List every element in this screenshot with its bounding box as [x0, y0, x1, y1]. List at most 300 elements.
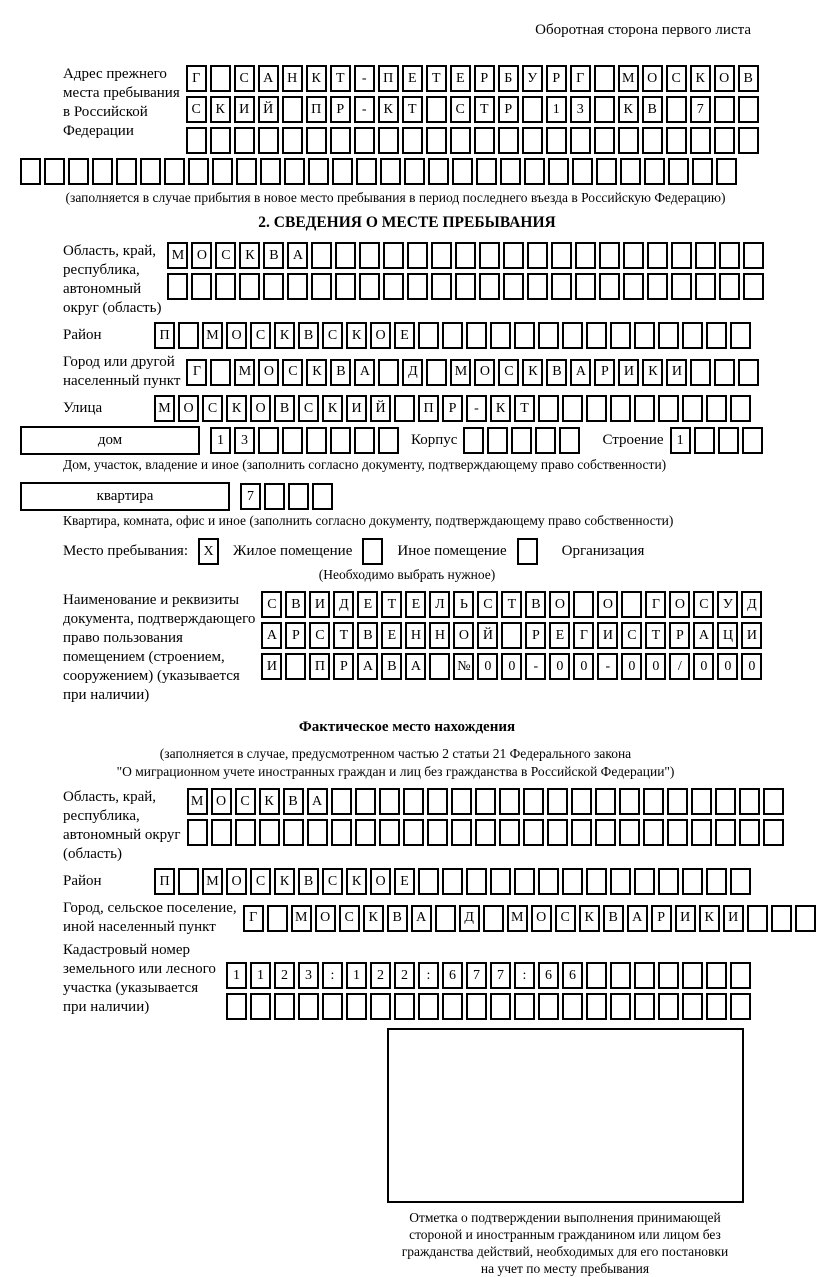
char-cell[interactable]: Р — [594, 359, 615, 386]
char-cell[interactable] — [426, 359, 447, 386]
char-cell[interactable]: К — [274, 868, 295, 895]
char-cell[interactable]: 0 — [501, 653, 522, 680]
char-cell[interactable]: В — [298, 322, 319, 349]
char-cell[interactable] — [442, 868, 463, 895]
char-cell[interactable] — [610, 395, 631, 422]
char-cell[interactable]: О — [258, 359, 279, 386]
char-cell[interactable] — [322, 993, 343, 1020]
char-cell[interactable] — [621, 591, 642, 618]
char-cell[interactable] — [234, 127, 255, 154]
char-cell[interactable] — [634, 868, 655, 895]
char-cell[interactable]: У — [522, 65, 543, 92]
char-cell[interactable] — [730, 993, 751, 1020]
char-cell[interactable]: 1 — [210, 427, 231, 454]
char-cell[interactable]: А — [570, 359, 591, 386]
char-cell[interactable] — [259, 819, 280, 846]
char-cell[interactable] — [572, 158, 593, 185]
char-cell[interactable]: 6 — [442, 962, 463, 989]
char-cell[interactable]: К — [699, 905, 720, 932]
char-cell[interactable] — [312, 483, 333, 510]
char-cell[interactable]: О — [597, 591, 618, 618]
char-cell[interactable]: В — [642, 96, 663, 123]
char-cell[interactable]: 3 — [234, 427, 255, 454]
char-cell[interactable]: 0 — [693, 653, 714, 680]
char-cell[interactable]: А — [287, 242, 308, 269]
char-cell[interactable] — [283, 819, 304, 846]
char-cell[interactable]: Д — [402, 359, 423, 386]
char-cell[interactable]: О — [211, 788, 232, 815]
char-cell[interactable] — [191, 273, 212, 300]
char-cell[interactable] — [431, 273, 452, 300]
char-cell[interactable] — [527, 242, 548, 269]
char-cell[interactable] — [212, 158, 233, 185]
char-cell[interactable] — [404, 158, 425, 185]
char-cell[interactable] — [428, 158, 449, 185]
char-cell[interactable]: С — [202, 395, 223, 422]
char-cell[interactable]: 0 — [645, 653, 666, 680]
char-cell[interactable]: 2 — [274, 962, 295, 989]
char-cell[interactable] — [771, 905, 792, 932]
char-cell[interactable]: 6 — [562, 962, 583, 989]
char-cell[interactable] — [442, 993, 463, 1020]
char-cell[interactable]: Р — [498, 96, 519, 123]
char-cell[interactable] — [551, 273, 572, 300]
char-cell[interactable]: И — [346, 395, 367, 422]
char-cell[interactable] — [610, 993, 631, 1020]
char-cell[interactable] — [258, 127, 279, 154]
char-cell[interactable]: № — [453, 653, 474, 680]
char-cell[interactable]: О — [669, 591, 690, 618]
char-cell[interactable]: 2 — [370, 962, 391, 989]
char-cell[interactable]: Т — [402, 96, 423, 123]
char-cell[interactable] — [634, 993, 655, 1020]
char-cell[interactable] — [562, 993, 583, 1020]
char-cell[interactable]: О — [474, 359, 495, 386]
char-cell[interactable]: С — [235, 788, 256, 815]
char-cell[interactable]: Т — [645, 622, 666, 649]
char-cell[interactable] — [714, 96, 735, 123]
char-cell[interactable] — [140, 158, 161, 185]
char-cell[interactable] — [647, 273, 668, 300]
char-cell[interactable] — [330, 427, 351, 454]
char-cell[interactable] — [571, 819, 592, 846]
char-cell[interactable] — [658, 322, 679, 349]
char-cell[interactable]: 0 — [477, 653, 498, 680]
char-cell[interactable] — [331, 819, 352, 846]
char-cell[interactable] — [691, 819, 712, 846]
char-cell[interactable]: П — [154, 868, 175, 895]
char-cell[interactable] — [716, 158, 737, 185]
char-cell[interactable] — [739, 788, 760, 815]
char-cell[interactable]: К — [306, 65, 327, 92]
char-cell[interactable] — [499, 788, 520, 815]
char-cell[interactable] — [186, 127, 207, 154]
char-cell[interactable] — [695, 273, 716, 300]
char-cell[interactable] — [490, 322, 511, 349]
char-cell[interactable] — [706, 322, 727, 349]
char-cell[interactable] — [370, 993, 391, 1020]
char-cell[interactable]: 0 — [573, 653, 594, 680]
char-cell[interactable]: М — [187, 788, 208, 815]
char-cell[interactable]: В — [298, 868, 319, 895]
char-cell[interactable] — [706, 993, 727, 1020]
char-cell[interactable] — [335, 273, 356, 300]
char-cell[interactable] — [706, 868, 727, 895]
char-cell[interactable] — [263, 273, 284, 300]
char-cell[interactable]: Р — [330, 96, 351, 123]
char-cell[interactable] — [260, 158, 281, 185]
char-cell[interactable] — [407, 273, 428, 300]
char-cell[interactable]: Г — [570, 65, 591, 92]
char-cell[interactable] — [466, 322, 487, 349]
char-cell[interactable] — [499, 819, 520, 846]
char-cell[interactable]: - — [597, 653, 618, 680]
char-cell[interactable] — [634, 962, 655, 989]
char-cell[interactable]: Р — [669, 622, 690, 649]
char-cell[interactable] — [747, 905, 768, 932]
char-cell[interactable] — [730, 962, 751, 989]
char-cell[interactable]: В — [387, 905, 408, 932]
char-cell[interactable] — [586, 395, 607, 422]
char-cell[interactable]: С — [298, 395, 319, 422]
char-cell[interactable] — [763, 819, 784, 846]
char-cell[interactable] — [695, 242, 716, 269]
char-cell[interactable] — [500, 158, 521, 185]
char-cell[interactable] — [282, 427, 303, 454]
char-cell[interactable] — [795, 905, 816, 932]
char-cell[interactable] — [403, 788, 424, 815]
char-cell[interactable] — [642, 127, 663, 154]
char-cell[interactable] — [418, 993, 439, 1020]
char-cell[interactable]: Й — [370, 395, 391, 422]
char-cell[interactable]: Е — [394, 322, 415, 349]
char-cell[interactable] — [308, 158, 329, 185]
char-cell[interactable] — [503, 273, 524, 300]
char-cell[interactable] — [479, 242, 500, 269]
char-cell[interactable]: Е — [357, 591, 378, 618]
char-cell[interactable]: С — [186, 96, 207, 123]
char-cell[interactable] — [514, 993, 535, 1020]
char-cell[interactable] — [714, 359, 735, 386]
char-cell[interactable]: П — [306, 96, 327, 123]
char-cell[interactable]: Р — [546, 65, 567, 92]
char-cell[interactable]: И — [234, 96, 255, 123]
char-cell[interactable]: Е — [405, 591, 426, 618]
char-cell[interactable]: Н — [429, 622, 450, 649]
char-cell[interactable]: И — [675, 905, 696, 932]
char-cell[interactable]: К — [346, 868, 367, 895]
char-cell[interactable] — [666, 96, 687, 123]
char-cell[interactable] — [92, 158, 113, 185]
char-cell[interactable]: 1 — [670, 427, 691, 454]
char-cell[interactable] — [595, 819, 616, 846]
char-cell[interactable]: К — [522, 359, 543, 386]
char-cell[interactable]: В — [283, 788, 304, 815]
char-cell[interactable] — [187, 819, 208, 846]
char-cell[interactable] — [215, 273, 236, 300]
char-cell[interactable] — [451, 788, 472, 815]
char-cell[interactable]: О — [178, 395, 199, 422]
char-cell[interactable]: С — [322, 322, 343, 349]
char-cell[interactable]: К — [690, 65, 711, 92]
char-cell[interactable] — [431, 242, 452, 269]
char-cell[interactable] — [44, 158, 65, 185]
char-cell[interactable] — [715, 788, 736, 815]
char-cell[interactable]: И — [723, 905, 744, 932]
char-cell[interactable]: П — [378, 65, 399, 92]
char-cell[interactable]: И — [666, 359, 687, 386]
char-cell[interactable] — [634, 322, 655, 349]
char-cell[interactable]: О — [370, 322, 391, 349]
char-cell[interactable] — [573, 591, 594, 618]
char-cell[interactable] — [394, 993, 415, 1020]
char-cell[interactable]: Р — [474, 65, 495, 92]
char-cell[interactable]: : — [322, 962, 343, 989]
char-cell[interactable]: М — [202, 322, 223, 349]
char-cell[interactable]: Г — [186, 65, 207, 92]
char-cell[interactable] — [359, 242, 380, 269]
char-cell[interactable] — [378, 427, 399, 454]
char-cell[interactable] — [332, 158, 353, 185]
char-cell[interactable]: - — [354, 65, 375, 92]
char-cell[interactable]: О — [370, 868, 391, 895]
char-cell[interactable]: О — [642, 65, 663, 92]
char-cell[interactable] — [503, 242, 524, 269]
char-cell[interactable]: Т — [474, 96, 495, 123]
char-cell[interactable]: 1 — [250, 962, 271, 989]
char-cell[interactable] — [714, 127, 735, 154]
char-cell[interactable] — [763, 788, 784, 815]
char-cell[interactable] — [743, 242, 764, 269]
char-cell[interactable]: А — [405, 653, 426, 680]
char-cell[interactable] — [547, 788, 568, 815]
char-cell[interactable] — [547, 819, 568, 846]
char-cell[interactable]: И — [261, 653, 282, 680]
char-cell[interactable]: Е — [381, 622, 402, 649]
char-cell[interactable] — [690, 127, 711, 154]
char-cell[interactable] — [599, 242, 620, 269]
char-cell[interactable]: Т — [381, 591, 402, 618]
char-cell[interactable]: С — [339, 905, 360, 932]
char-cell[interactable]: В — [263, 242, 284, 269]
char-cell[interactable]: - — [525, 653, 546, 680]
char-cell[interactable] — [571, 788, 592, 815]
char-cell[interactable] — [490, 993, 511, 1020]
char-cell[interactable] — [356, 158, 377, 185]
char-cell[interactable]: С — [234, 65, 255, 92]
char-cell[interactable] — [599, 273, 620, 300]
char-cell[interactable] — [514, 322, 535, 349]
char-cell[interactable]: В — [357, 622, 378, 649]
char-cell[interactable] — [383, 273, 404, 300]
char-cell[interactable]: К — [306, 359, 327, 386]
char-cell[interactable]: М — [618, 65, 639, 92]
char-cell[interactable] — [575, 242, 596, 269]
char-cell[interactable]: В — [603, 905, 624, 932]
char-cell[interactable] — [490, 868, 511, 895]
char-cell[interactable] — [116, 158, 137, 185]
char-cell[interactable] — [487, 427, 508, 454]
char-cell[interactable]: 0 — [621, 653, 642, 680]
char-cell[interactable]: Б — [498, 65, 519, 92]
char-cell[interactable]: Т — [501, 591, 522, 618]
char-cell[interactable]: 0 — [549, 653, 570, 680]
char-cell[interactable]: К — [363, 905, 384, 932]
char-cell[interactable]: К — [274, 322, 295, 349]
char-cell[interactable] — [479, 273, 500, 300]
char-cell[interactable]: Е — [402, 65, 423, 92]
char-cell[interactable] — [435, 905, 456, 932]
char-cell[interactable]: О — [549, 591, 570, 618]
char-cell[interactable]: В — [525, 591, 546, 618]
char-cell[interactable]: 3 — [570, 96, 591, 123]
char-cell[interactable] — [658, 395, 679, 422]
char-cell[interactable] — [167, 273, 188, 300]
char-cell[interactable]: С — [498, 359, 519, 386]
char-cell[interactable] — [383, 242, 404, 269]
char-cell[interactable]: С — [250, 322, 271, 349]
char-cell[interactable] — [452, 158, 473, 185]
char-cell[interactable]: Ь — [453, 591, 474, 618]
char-cell[interactable] — [418, 868, 439, 895]
char-cell[interactable]: К — [642, 359, 663, 386]
char-cell[interactable] — [378, 127, 399, 154]
char-cell[interactable]: В — [274, 395, 295, 422]
char-cell[interactable] — [178, 322, 199, 349]
char-cell[interactable] — [267, 905, 288, 932]
char-cell[interactable]: А — [693, 622, 714, 649]
char-cell[interactable]: Г — [573, 622, 594, 649]
char-cell[interactable]: Г — [645, 591, 666, 618]
char-cell[interactable]: М — [507, 905, 528, 932]
char-cell[interactable]: 6 — [538, 962, 559, 989]
char-cell[interactable] — [730, 868, 751, 895]
char-cell[interactable] — [559, 427, 580, 454]
char-cell[interactable]: Д — [333, 591, 354, 618]
char-cell[interactable] — [427, 788, 448, 815]
char-cell[interactable] — [562, 395, 583, 422]
char-cell[interactable]: 7 — [240, 483, 261, 510]
char-cell[interactable]: И — [309, 591, 330, 618]
char-cell[interactable] — [538, 322, 559, 349]
char-cell[interactable] — [522, 96, 543, 123]
char-cell[interactable] — [742, 427, 763, 454]
char-cell[interactable] — [730, 395, 751, 422]
char-cell[interactable] — [594, 65, 615, 92]
char-cell[interactable] — [210, 65, 231, 92]
char-cell[interactable] — [562, 322, 583, 349]
checkbox-other-premises[interactable] — [362, 538, 383, 565]
char-cell[interactable] — [282, 96, 303, 123]
char-cell[interactable] — [511, 427, 532, 454]
char-cell[interactable]: К — [378, 96, 399, 123]
char-cell[interactable] — [620, 158, 641, 185]
char-cell[interactable]: К — [346, 322, 367, 349]
char-cell[interactable] — [475, 819, 496, 846]
char-cell[interactable] — [236, 158, 257, 185]
char-cell[interactable] — [483, 905, 504, 932]
char-cell[interactable]: К — [618, 96, 639, 123]
char-cell[interactable]: Й — [477, 622, 498, 649]
char-cell[interactable] — [450, 127, 471, 154]
char-cell[interactable] — [264, 483, 285, 510]
char-cell[interactable]: : — [514, 962, 535, 989]
char-cell[interactable] — [668, 158, 689, 185]
char-cell[interactable] — [719, 273, 740, 300]
char-cell[interactable] — [546, 127, 567, 154]
char-cell[interactable]: - — [354, 96, 375, 123]
char-cell[interactable] — [738, 127, 759, 154]
char-cell[interactable]: Е — [394, 868, 415, 895]
char-cell[interactable] — [719, 242, 740, 269]
char-cell[interactable] — [690, 359, 711, 386]
char-cell[interactable] — [20, 158, 41, 185]
char-cell[interactable]: Е — [549, 622, 570, 649]
char-cell[interactable] — [239, 273, 260, 300]
char-cell[interactable] — [671, 242, 692, 269]
char-cell[interactable] — [682, 868, 703, 895]
char-cell[interactable] — [311, 242, 332, 269]
char-cell[interactable]: О — [250, 395, 271, 422]
char-cell[interactable]: С — [666, 65, 687, 92]
char-cell[interactable] — [658, 993, 679, 1020]
char-cell[interactable] — [455, 273, 476, 300]
char-cell[interactable]: Р — [651, 905, 672, 932]
char-cell[interactable] — [586, 322, 607, 349]
char-cell[interactable]: 0 — [717, 653, 738, 680]
char-cell[interactable]: Е — [450, 65, 471, 92]
char-cell[interactable]: А — [258, 65, 279, 92]
char-cell[interactable] — [658, 868, 679, 895]
char-cell[interactable]: А — [354, 359, 375, 386]
char-cell[interactable]: М — [234, 359, 255, 386]
char-cell[interactable]: М — [450, 359, 471, 386]
char-cell[interactable]: Д — [741, 591, 762, 618]
char-cell[interactable] — [643, 788, 664, 815]
char-cell[interactable] — [694, 427, 715, 454]
char-cell[interactable] — [610, 322, 631, 349]
char-cell[interactable] — [610, 962, 631, 989]
char-cell[interactable] — [330, 127, 351, 154]
char-cell[interactable] — [188, 158, 209, 185]
char-cell[interactable]: А — [307, 788, 328, 815]
char-cell[interactable] — [210, 359, 231, 386]
char-cell[interactable]: К — [490, 395, 511, 422]
char-cell[interactable] — [682, 322, 703, 349]
char-cell[interactable] — [623, 273, 644, 300]
char-cell[interactable]: О — [226, 868, 247, 895]
char-cell[interactable]: У — [717, 591, 738, 618]
char-cell[interactable] — [306, 427, 327, 454]
char-cell[interactable] — [671, 273, 692, 300]
char-cell[interactable] — [379, 819, 400, 846]
char-cell[interactable] — [718, 427, 739, 454]
char-cell[interactable]: В — [330, 359, 351, 386]
char-cell[interactable] — [466, 868, 487, 895]
char-cell[interactable] — [274, 993, 295, 1020]
char-cell[interactable]: А — [357, 653, 378, 680]
char-cell[interactable]: А — [627, 905, 648, 932]
char-cell[interactable] — [426, 96, 447, 123]
char-cell[interactable] — [647, 242, 668, 269]
char-cell[interactable]: Т — [333, 622, 354, 649]
char-cell[interactable]: С — [215, 242, 236, 269]
char-cell[interactable]: С — [250, 868, 271, 895]
char-cell[interactable] — [284, 158, 305, 185]
char-cell[interactable]: И — [597, 622, 618, 649]
char-cell[interactable] — [667, 788, 688, 815]
char-cell[interactable] — [730, 322, 751, 349]
